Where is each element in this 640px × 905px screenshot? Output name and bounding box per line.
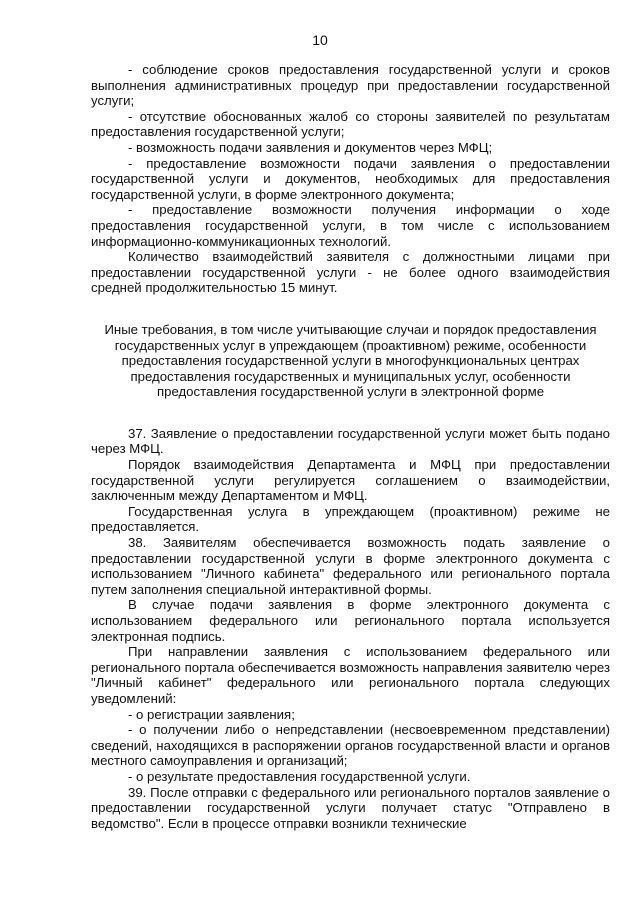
paragraph: - о результате предоставления государственной услуги. (128, 768, 471, 784)
section-heading: Иные требования, в том числе учитывающие случаи и порядок предоставления государственных услуг в упреждающем (проактивном) режиме, особенности предоставления государственной услуги в многофункциональных центрах предоставления государственных и муниципальных услуг, особенности предоставления государственной услуги в электронной форме (104, 321, 597, 400)
paragraph: Порядок взаимодействия Департамента и МФЦ при предоставлении государственной услуги регулируется соглашением о взаимодействии, заключенным между Департаментом и МФЦ. (91, 457, 610, 504)
paragraph: 38. Заявителям обеспечивается возможность подать заявление о предоставлении государственной услуги в форме электронного документа с использованием "Личного кабинета" федерального или регионального портала путем заполнения специальной интерактивной формы. (91, 535, 610, 597)
paragraph: При направлении заявления с использованием федерального или регионального портала обеспечивается возможность направления заявителю через "Личный кабинет" федерального или регионального портала следующих уведомлений: (91, 644, 610, 706)
paragraph: Количество взаимодействий заявителя с должностными лицами при предоставлении государственной услуги - не более одного взаимодействия средней продолжительностью 15 минут. (91, 249, 610, 296)
paragraph: - соблюдение сроков предоставления государственной услуги и сроков выполнения административных процедур при предоставлении государственной услуги; (91, 62, 610, 109)
paragraph: Государственная услуга в упреждающем (проактивном) режиме не предоставляется. (91, 503, 610, 535)
document-body (91, 62, 610, 831)
page-number: 10 (312, 32, 328, 48)
paragraph: В случае подачи заявления в форме электронного документа с использованием федерального или регионального портала используется электронная подпись. (91, 597, 610, 644)
paragraph: - отсутствие обоснованных жалоб со стороны заявителей по результатам предоставления государственной услуги; (91, 108, 610, 140)
paragraph: - предоставление возможности подачи заявления о предоставлении государственной услуги и документов, необходимых для предоставления государственной услуги, в форме электронного документа; (91, 155, 610, 202)
paragraph: - о получении либо о непредставлении (несвоевременном представлении) сведений, находящихся в распоряжении органов государственной власти и органов местного самоуправления и организаций; (91, 722, 610, 769)
paragraph: 39. После отправки с федерального или регионального порталов заявление о предоставлении государственной услуги получает статус "Отправлено в ведомство". Если в процессе отправки возникли технические (91, 784, 610, 831)
paragraph: 37. Заявление о предоставлении государственной услуги может быть подано через МФЦ. (91, 425, 610, 457)
paragraph: - возможность подачи заявления и документов через МФЦ; (128, 139, 493, 155)
paragraph: - о регистрации заявления; (128, 706, 295, 722)
paragraph: - предоставление возможности получения информации о ходе предоставления государственной услуги, в том числе с использованием информационно-коммуникационных технологий. (91, 202, 610, 249)
